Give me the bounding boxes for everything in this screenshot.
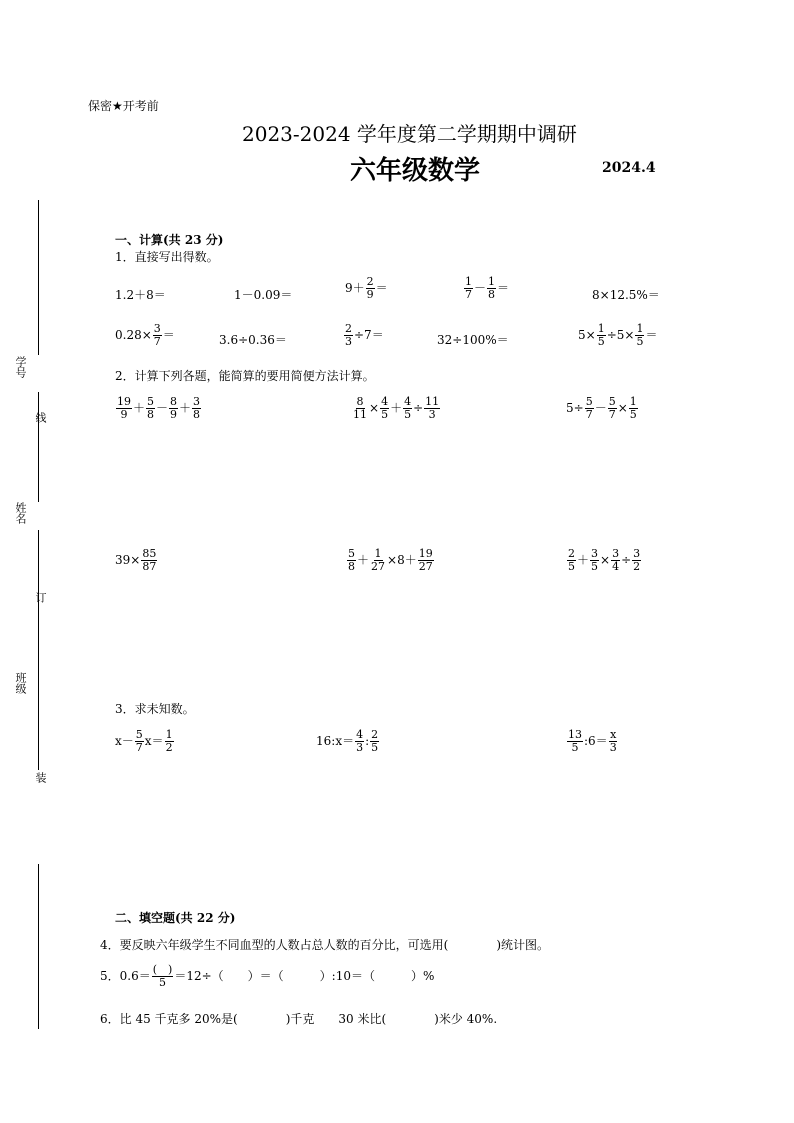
equation-b: 16:x＝ $\frac{4}{3}$ : $\frac{2}{5}$ [316, 728, 379, 754]
margin-line-5 [38, 864, 39, 1029]
equation-a: x－ $\frac{5}{7}$ x＝ $\frac{1}{2}$ [115, 728, 173, 754]
direct-i: 32÷100%＝ [437, 333, 509, 347]
direct-h: $\frac{2}{3}$ ÷7＝ [345, 322, 384, 348]
direct-e: 8×12.5%＝ [592, 288, 660, 302]
q5-text: 5．0.6＝ $\frac{( )}{5}$ ＝12÷（ ）＝（ ）:10＝（ ）% [100, 963, 435, 989]
q6-text: 6．比 45 千克多 20%是( )千克 30 米比( )米少 40%. [100, 1012, 498, 1026]
calc-r1c: 5÷ $\frac{5}{7}$ － $\frac{5}{7}$ × $\frac{1}{5}$ [566, 395, 637, 421]
q4-text: 4．要反映六年级学生不同血型的人数占总人数的百分比，可选用( )统计图。 [100, 938, 550, 952]
exam-title: 2023-2024 学年度第二学期期中调研 [242, 122, 577, 146]
calc-r1b: $\frac{8}{11}$ × $\frac{4}{5}$ ＋ $\frac{4}{5}$ ÷ $\frac{11}{3}$ [353, 395, 440, 421]
margin-name: 姓名 [14, 502, 27, 524]
subject-title: 六年级数学 [350, 156, 481, 186]
calc-r2a: 39× $\frac{85}{87}$ [115, 547, 157, 573]
direct-g: 3.6÷0.36＝ [219, 333, 287, 347]
margin-class: 班级 [14, 672, 27, 694]
equation-c: $\frac{13}{5}$ :6＝ $\frac{x}{3}$ [568, 728, 617, 754]
margin-line-4 [38, 660, 39, 770]
direct-d: $\frac{1}{7}$ － $\frac{1}{8}$ ＝ [465, 275, 510, 301]
margin-bind-char: 订 [34, 592, 47, 603]
calc-r2b: $\frac{5}{8}$ ＋ $\frac{1}{27}$ ×8＋ $\frac{19}{27}$ [348, 547, 433, 573]
direct-j: 5× $\frac{1}{5}$ ÷5× $\frac{1}{5}$ ＝ [578, 322, 658, 348]
direct-b: 1－0.09＝ [234, 288, 293, 302]
margin-student-id: 学号 [14, 356, 27, 378]
calc-r1a: $\frac{19}{9}$ ＋ $\frac{5}{8}$ － $\frac{8}{9}$ ＋ $\frac{3}{8}$ [117, 395, 201, 421]
q2-instruction: 2．计算下列各题，能简算的要用简便方法计算。 [115, 369, 375, 383]
margin-line-2 [38, 392, 39, 502]
margin-line-1 [38, 200, 39, 355]
margin-line-char: 线 [34, 412, 47, 423]
direct-a: 1.2＋8＝ [115, 288, 166, 302]
section2-heading: 二、填空题(共 22 分) [115, 911, 236, 925]
q3-instruction: 3．求未知数。 [115, 702, 195, 716]
section1-heading: 一、计算(共 23 分) [115, 233, 224, 247]
margin-seal-char: 装 [34, 772, 47, 783]
secret-label: 保密★开考前 [88, 99, 159, 113]
direct-f: 0.28× $\frac{3}{7}$ ＝ [115, 322, 175, 348]
q1-instruction: 1．直接写出得数。 [115, 250, 219, 264]
calc-r2c: $\frac{2}{5}$ ＋ $\frac{3}{5}$ × $\frac{3}{4}$ ÷ $\frac{3}{2}$ [568, 547, 641, 573]
direct-c: 9＋ $\frac{2}{9}$ ＝ [345, 275, 388, 301]
exam-date: 2024.4 [602, 160, 656, 176]
